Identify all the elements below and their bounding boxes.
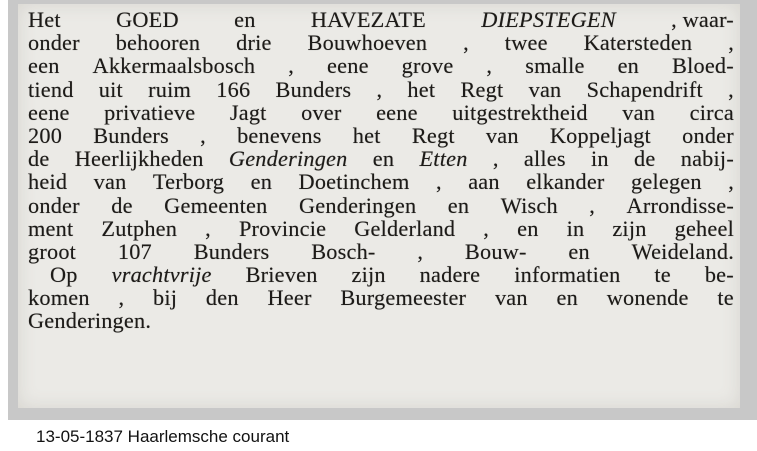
word: ,	[589, 192, 596, 218]
text-line	[28, 194, 734, 217]
word: een	[28, 53, 60, 79]
caption: 13-05-1837 Haarlemsche courant	[36, 427, 290, 446]
word: Wisch	[500, 192, 558, 218]
word: Gemeenten	[164, 192, 268, 218]
word: onder	[28, 192, 80, 218]
word: ,	[200, 122, 206, 148]
text-line	[28, 217, 734, 240]
word: gelegen	[631, 169, 702, 195]
word: Regt	[460, 76, 504, 102]
word: Akkermaalsbosch	[92, 53, 256, 79]
word: van	[93, 169, 127, 195]
word: geheel	[674, 215, 734, 241]
text-line	[28, 31, 734, 54]
word: tiend	[28, 76, 74, 102]
word: komen	[28, 285, 90, 311]
text-line	[28, 240, 734, 263]
word: Bouwhoeven	[307, 30, 428, 56]
word: ,	[728, 30, 734, 56]
word: Terborg	[152, 169, 225, 195]
word: wonende	[606, 285, 689, 311]
word: Doetinchem	[298, 169, 410, 195]
word: het	[352, 122, 381, 148]
word: bij	[153, 285, 178, 311]
word: ,	[118, 285, 125, 311]
word: alles	[523, 146, 566, 172]
word: van	[622, 99, 656, 125]
word: Schapendrift	[586, 76, 703, 102]
word: en	[234, 7, 256, 32]
word: elkander	[526, 169, 605, 195]
text-line	[28, 170, 734, 193]
word: zijn	[612, 215, 647, 241]
word: Provincie	[238, 215, 327, 241]
word: de	[28, 146, 50, 172]
word: groot	[28, 238, 77, 264]
word: Het	[28, 7, 61, 32]
word: smalle	[525, 53, 585, 79]
word: HAVEZATE	[310, 7, 426, 32]
word: Genderingen	[298, 192, 417, 218]
word: 200	[28, 122, 63, 148]
word: drie	[236, 30, 272, 56]
word: privatieve	[104, 99, 196, 125]
word: twee	[504, 30, 548, 56]
word: Genderingen.	[28, 308, 152, 334]
word: eene	[28, 99, 70, 125]
word: en	[617, 53, 640, 79]
word: eene	[376, 99, 418, 125]
word: Genderingen	[228, 146, 348, 172]
word: den	[205, 285, 239, 311]
word: Koppeljagt	[549, 122, 651, 148]
text-line	[28, 147, 734, 170]
word: ,	[463, 30, 469, 56]
word: Gelderland	[354, 215, 456, 241]
word: zijn	[351, 262, 386, 288]
word: ,	[288, 53, 295, 79]
word: DIEPSTEGEN	[481, 7, 616, 32]
word: Bloed-	[672, 53, 734, 79]
word: in	[566, 215, 585, 241]
word: van	[485, 122, 519, 148]
word: en	[517, 215, 539, 241]
word: en	[372, 146, 395, 172]
word: over	[301, 99, 342, 125]
clipping-text	[28, 8, 734, 333]
word: grove	[401, 53, 454, 79]
text-line	[28, 78, 734, 101]
word: nadere	[419, 262, 481, 288]
word: ,	[728, 76, 734, 102]
word: 107	[117, 238, 152, 264]
word: ment	[28, 215, 74, 241]
word: heid	[28, 169, 68, 195]
word: en	[568, 238, 590, 264]
text-line	[28, 8, 734, 31]
word: benevens	[237, 122, 322, 148]
word: de	[111, 192, 133, 218]
word: ,	[728, 169, 734, 195]
word: ,	[417, 238, 424, 264]
word: Jagt	[229, 99, 267, 125]
text-line	[28, 54, 734, 77]
word: van	[528, 76, 562, 102]
word: circa	[689, 99, 734, 125]
word: te	[654, 262, 671, 288]
word: Brieven	[245, 262, 318, 288]
word: Bosch-	[311, 238, 376, 264]
word: nabij-	[680, 146, 734, 172]
word: be-	[704, 262, 734, 288]
word: te	[717, 285, 734, 311]
word: en	[250, 169, 273, 195]
word: ,	[435, 169, 442, 195]
word: Bunders	[193, 238, 270, 264]
word: ruim	[148, 76, 192, 102]
word: ,	[205, 215, 211, 241]
word: informatien	[514, 262, 621, 288]
word: Regt	[411, 122, 455, 148]
word: Heerlijkheden	[74, 146, 204, 172]
word: eene	[327, 53, 369, 79]
word: in	[591, 146, 609, 172]
word: GOED	[116, 7, 179, 32]
word: Etten	[419, 146, 468, 172]
word: ,	[376, 76, 383, 102]
word: ,	[492, 146, 499, 172]
text-line	[28, 286, 734, 309]
word: Weideland.	[631, 238, 734, 264]
text-line	[28, 124, 734, 147]
word: aan	[468, 169, 500, 195]
text-line	[28, 101, 734, 124]
word: van	[494, 285, 528, 311]
word: en	[447, 192, 470, 218]
word: Heer	[267, 285, 312, 311]
word: Bouw-	[464, 238, 527, 264]
word: Arrondisse-	[626, 192, 734, 218]
word: , waar-	[671, 7, 734, 32]
word: Bunders	[275, 76, 352, 102]
word: ,	[486, 53, 493, 79]
word: 166	[216, 76, 251, 102]
word: ,	[483, 215, 490, 241]
word: Katersteden	[583, 30, 693, 56]
word: Op	[50, 262, 78, 288]
word: vrachtvrije	[111, 262, 212, 288]
text-line	[28, 309, 734, 332]
word: uitgestrektheid	[452, 99, 588, 125]
word: Bunders	[93, 122, 169, 148]
word: Burgemeester	[340, 285, 467, 311]
word: onder	[28, 30, 80, 56]
word: uit	[98, 76, 123, 102]
word: en	[556, 285, 578, 311]
word: het	[407, 76, 436, 102]
word: behooren	[115, 30, 201, 56]
text-line	[28, 263, 734, 286]
word: de	[634, 146, 656, 172]
word: onder	[682, 122, 734, 148]
word: Zutphen	[101, 215, 178, 241]
